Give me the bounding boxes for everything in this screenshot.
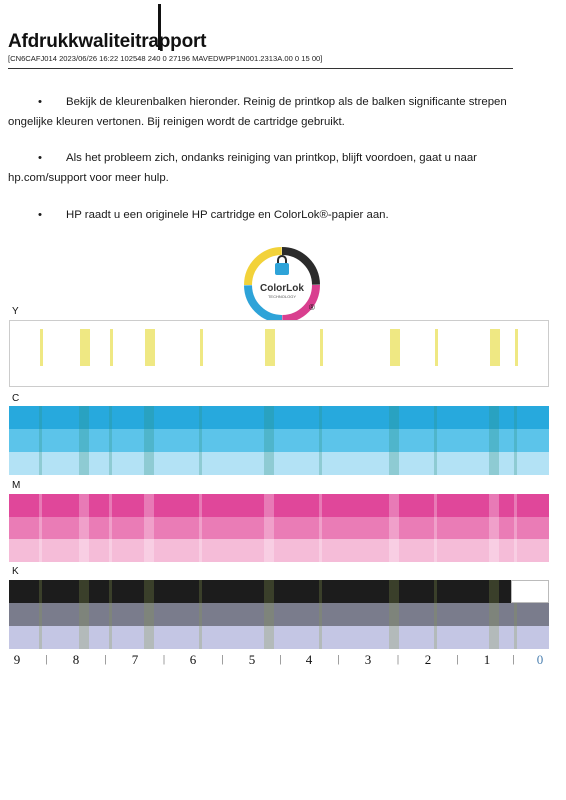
header-divider xyxy=(8,68,513,69)
color-band xyxy=(9,517,549,540)
bullet-dot: • xyxy=(38,152,42,164)
streak xyxy=(514,494,517,562)
streak xyxy=(264,580,274,649)
magenta-bar xyxy=(9,494,549,562)
bullet-dot: • xyxy=(38,209,42,221)
instruction-2 xyxy=(8,148,513,188)
scale-number: 8 xyxy=(72,652,80,667)
scale-separator: | xyxy=(45,654,48,665)
bar-label-yellow: Y xyxy=(12,306,19,317)
scale-separator: | xyxy=(279,654,282,665)
registered-mark: ® xyxy=(309,303,315,312)
report-id-line: [CN6CAFJ014 2023/06/26 16:22 102548 240 0 27196 MAVEDWPP1N001.2313A.00 0 15 00] xyxy=(8,54,323,63)
streak xyxy=(320,329,323,367)
streak xyxy=(199,580,202,649)
streak xyxy=(389,494,399,562)
instruction-line: Als het probleem zich, ondanks reiniging van printkop, blijft voordoen, gaat u naar xyxy=(66,152,477,164)
black-bar-gap xyxy=(511,580,549,603)
streak xyxy=(145,329,155,367)
color-band xyxy=(9,539,549,562)
scale-separator: | xyxy=(396,654,400,665)
streak xyxy=(265,329,275,367)
streak xyxy=(434,406,437,475)
report-title: Afdrukkwaliteitrapport xyxy=(8,31,207,52)
streak xyxy=(319,580,322,649)
color-band xyxy=(9,452,549,475)
streak xyxy=(144,406,154,475)
streak xyxy=(434,580,437,649)
scale-number: 2 xyxy=(424,652,432,667)
color-band xyxy=(9,406,549,429)
instruction-line: hp.com/support voor meer hulp. xyxy=(8,172,169,184)
streak xyxy=(434,494,437,562)
black-bar xyxy=(9,580,549,649)
streak xyxy=(40,329,43,367)
streak xyxy=(144,580,154,649)
streak xyxy=(515,329,518,367)
scale-number: 7 xyxy=(131,652,139,667)
streak xyxy=(435,329,438,367)
nozzle-scale xyxy=(0,652,566,672)
scale-separator: | xyxy=(221,654,224,665)
streak xyxy=(264,494,274,562)
instruction-3 xyxy=(8,205,513,225)
streak xyxy=(109,494,112,562)
color-band xyxy=(9,626,549,649)
instruction-line: HP raadt u een originele HP cartridge en ColorLok®-papier aan. xyxy=(66,209,389,221)
streak xyxy=(199,494,202,562)
streak xyxy=(389,580,399,649)
instruction-line: ongelijke kleuren vertonen. Bij reinigen wordt de cartridge gebruikt. xyxy=(8,116,345,128)
scale-separator: | xyxy=(456,654,459,665)
streak xyxy=(109,580,112,649)
streak xyxy=(79,406,89,475)
scale-separator: | xyxy=(337,654,340,665)
streak xyxy=(79,580,89,649)
streak xyxy=(80,329,90,367)
scale-number: 0 xyxy=(536,652,544,667)
scale-number: 4 xyxy=(305,652,313,667)
streak xyxy=(514,406,517,475)
streak xyxy=(39,406,42,475)
yellow-bar xyxy=(9,320,549,387)
streak xyxy=(200,329,203,367)
streak xyxy=(264,406,274,475)
instruction-line: Bekijk de kleurenbalken hieronder. Reinig de printkop als de balken significante strepen xyxy=(66,96,507,108)
streak xyxy=(110,329,113,367)
streak xyxy=(489,580,499,649)
scale-number: 9 xyxy=(13,652,21,667)
scale-separator: | xyxy=(104,654,107,665)
streak xyxy=(79,494,89,562)
scale-number: 6 xyxy=(189,652,197,667)
bar-label-cyan: C xyxy=(12,393,20,404)
bullet-dot: • xyxy=(38,96,42,108)
scale-number: 3 xyxy=(364,652,372,667)
streak xyxy=(489,494,499,562)
color-band xyxy=(10,321,548,386)
scale-number: 5 xyxy=(248,652,256,667)
streak xyxy=(109,406,112,475)
logo-wordmark: ColorLok xyxy=(260,283,304,294)
color-band xyxy=(9,580,549,603)
scale-number: 1 xyxy=(483,652,491,667)
streak xyxy=(389,406,399,475)
instruction-1 xyxy=(8,92,513,132)
cyan-bar xyxy=(9,406,549,475)
streak xyxy=(199,406,202,475)
scale-separator: | xyxy=(512,654,515,665)
streak xyxy=(390,329,400,367)
bar-label-magenta: M xyxy=(12,480,21,491)
streak xyxy=(39,494,42,562)
color-band xyxy=(9,429,549,452)
color-band xyxy=(9,494,549,517)
streak xyxy=(319,406,322,475)
scale-separator: | xyxy=(162,654,166,665)
streak xyxy=(39,580,42,649)
streak xyxy=(489,406,499,475)
streak xyxy=(144,494,154,562)
streak xyxy=(319,494,322,562)
logo-tagline: TECHNOLOGY xyxy=(267,294,297,299)
bar-label-black: K xyxy=(12,566,19,577)
color-band xyxy=(9,603,549,626)
streak xyxy=(490,329,500,367)
